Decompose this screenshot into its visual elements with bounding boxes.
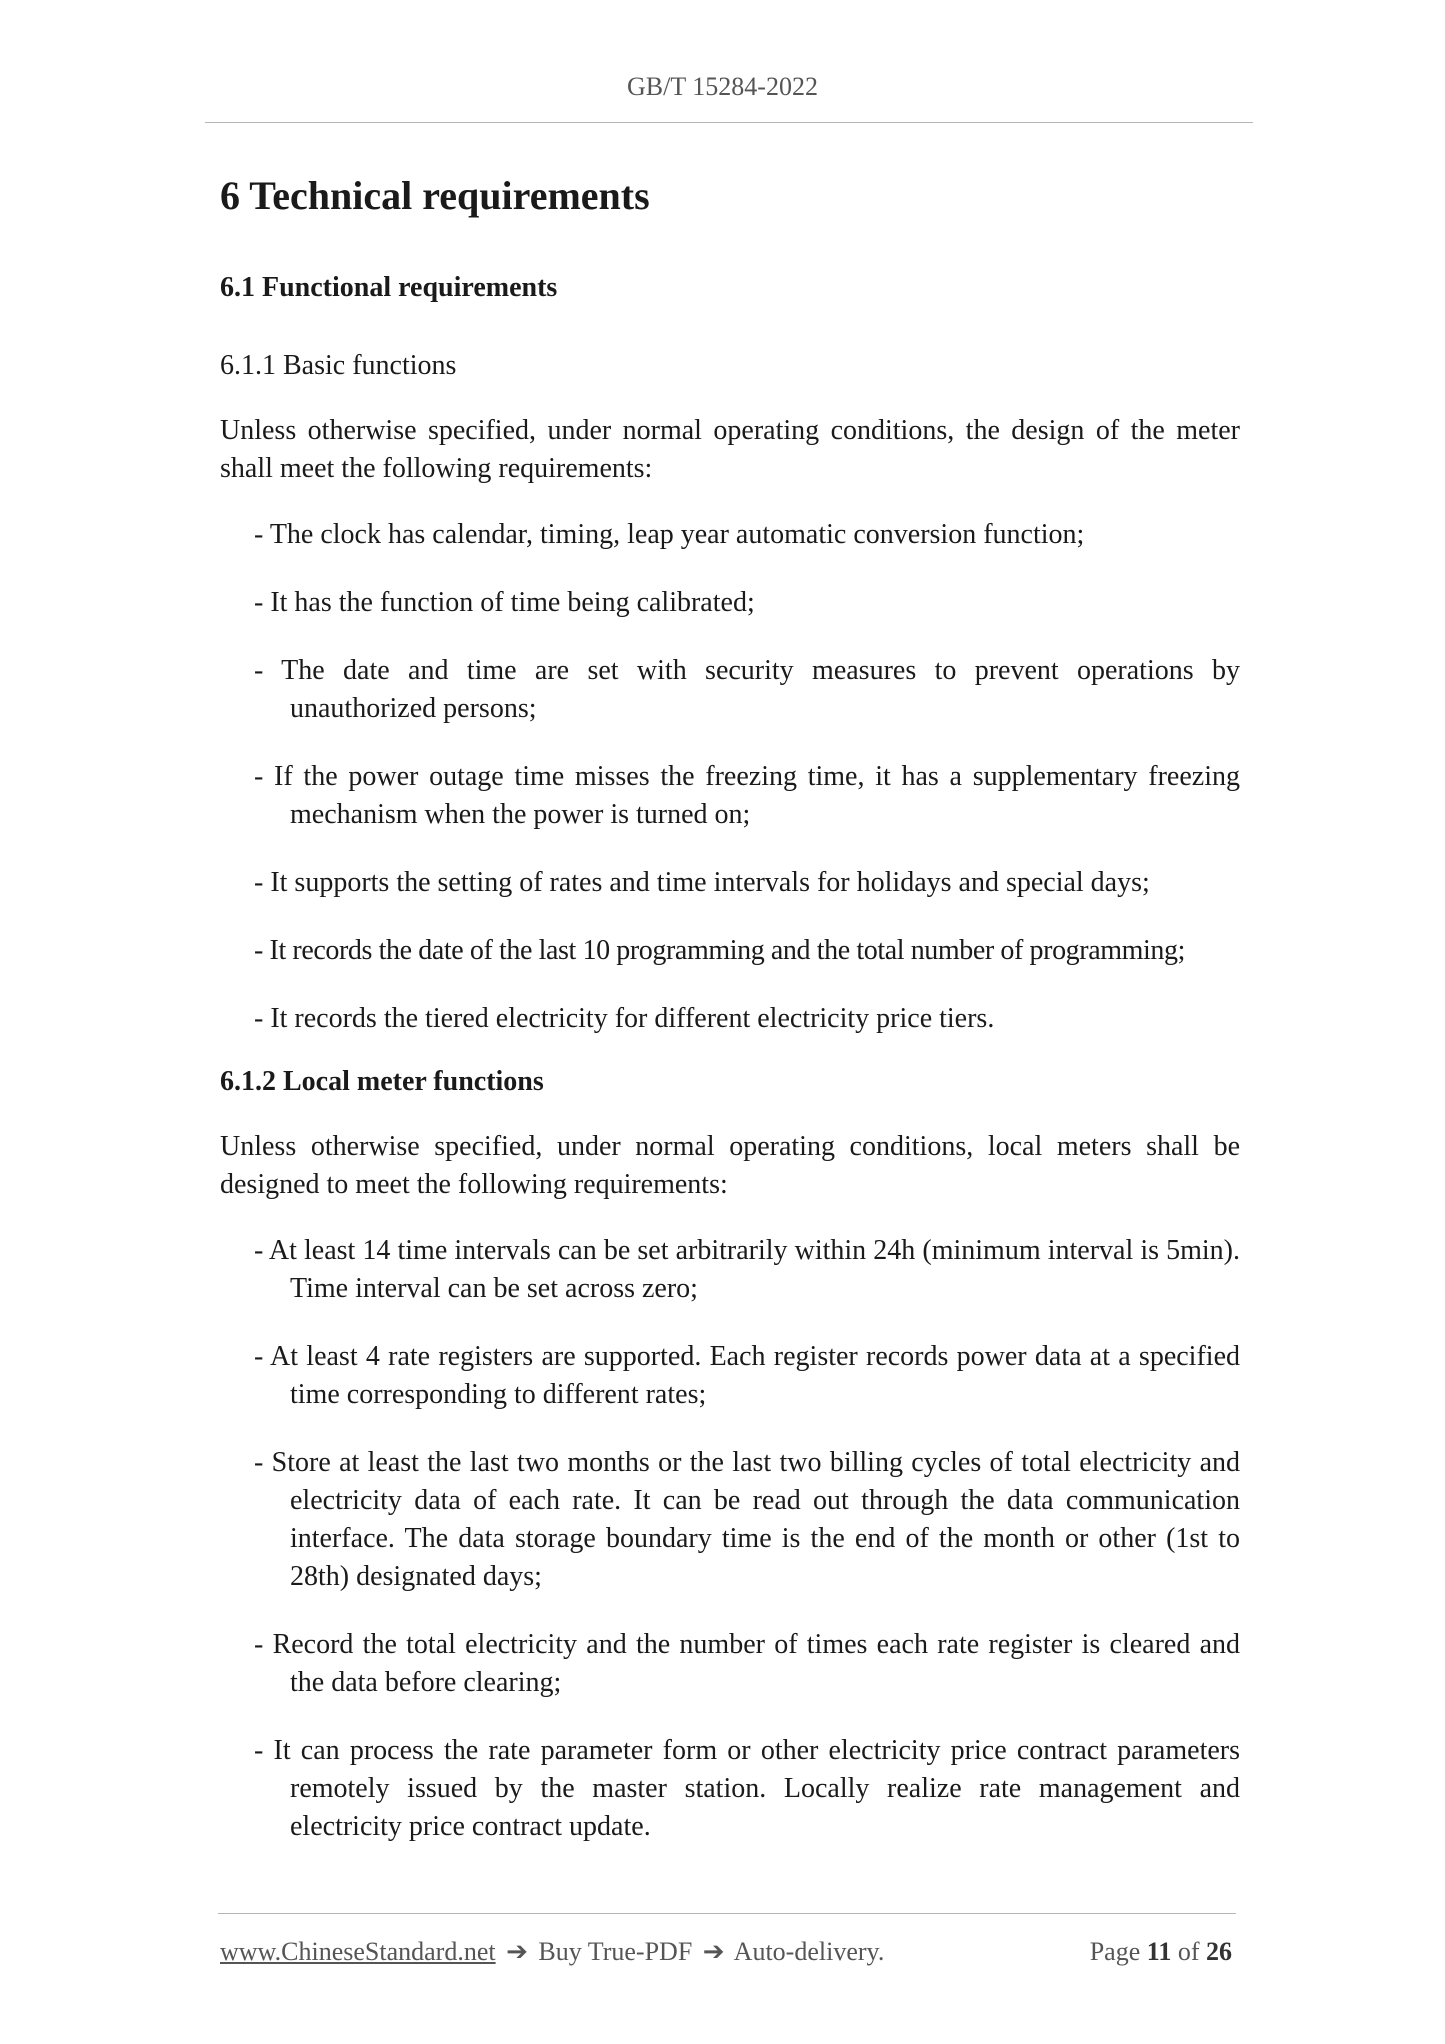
list-item: - At least 4 rate registers are supported. Each register records power data at a specified time corresponding to different rates; xyxy=(254,1341,1240,1410)
page-number xyxy=(1090,1934,1232,1970)
of-label: of xyxy=(1177,1937,1200,1966)
list-item: - It has the function of time being calibrated; xyxy=(254,587,755,618)
arrow-right-icon: ➔ xyxy=(506,1937,528,1966)
page-current: 11 xyxy=(1146,1937,1172,1966)
buy-true-pdf-text: Buy True-PDF xyxy=(538,1937,693,1966)
footer-left xyxy=(220,1934,884,1970)
local-meter-functions-title: 6.1.2 Local meter functions xyxy=(220,1066,544,1097)
page-content xyxy=(220,168,1240,1846)
list-item: - At least 14 time intervals can be set arbitrarily within 24h (minimum interval is 5min). Time interval can be set across zero; xyxy=(254,1235,1240,1304)
list-item: - It records the date of the last 10 programming and the total number of programming; xyxy=(254,935,1185,966)
basic-functions-list xyxy=(220,516,1240,1038)
header-divider xyxy=(205,122,1253,123)
section-title: 6 Technical requirements xyxy=(220,173,650,218)
list-item: - The clock has calendar, timing, leap year automatic conversion function; xyxy=(254,519,1085,550)
local-meter-functions-intro: Unless otherwise specified, under normal operating conditions, local meters shall be designed to meet the following requirements: xyxy=(220,1131,1240,1200)
basic-functions-intro: Unless otherwise specified, under normal operating conditions, the design of the meter shall meet the following requirements: xyxy=(220,415,1240,484)
list-item: - Store at least the last two months or the last two billing cycles of total electricity and electricity data of each rate. It can be read out through the data communication interface. The data storage boundary time is the end of the month or other (1st to 28th) designated days; xyxy=(254,1447,1240,1592)
document-header-title: GB/T 15284-2022 xyxy=(627,72,818,101)
list-item: - If the power outage time misses the freezing time, it has a supplementary freezing mechanism when the power is turned on; xyxy=(254,761,1240,830)
local-meter-functions-list xyxy=(220,1232,1240,1846)
page-total: 26 xyxy=(1206,1937,1232,1966)
subsection-title: 6.1 Functional requirements xyxy=(220,272,558,303)
list-item: - It can process the rate parameter form or other electricity price contract parameters remotely issued by the master station. Locally realize rate management and electricity price contract update. xyxy=(254,1735,1240,1842)
chinesestandard-link[interactable]: www.ChineseStandard.net xyxy=(220,1937,496,1966)
list-item: - Record the total electricity and the number of times each rate register is cleared and the data before clearing; xyxy=(254,1629,1240,1698)
arrow-right-icon: ➔ xyxy=(702,1937,725,1966)
list-item: - It supports the setting of rates and time intervals for holidays and special days; xyxy=(254,867,1150,898)
auto-delivery-text: Auto-delivery. xyxy=(733,1937,885,1966)
list-item: - It records the tiered electricity for different electricity price tiers. xyxy=(254,1003,995,1034)
footer-divider xyxy=(218,1913,1236,1914)
basic-functions-title: 6.1.1 Basic functions xyxy=(220,350,457,381)
list-item: - The date and time are set with security measures to prevent operations by unauthorized persons; xyxy=(254,655,1240,724)
page-label: Page xyxy=(1089,1937,1141,1966)
